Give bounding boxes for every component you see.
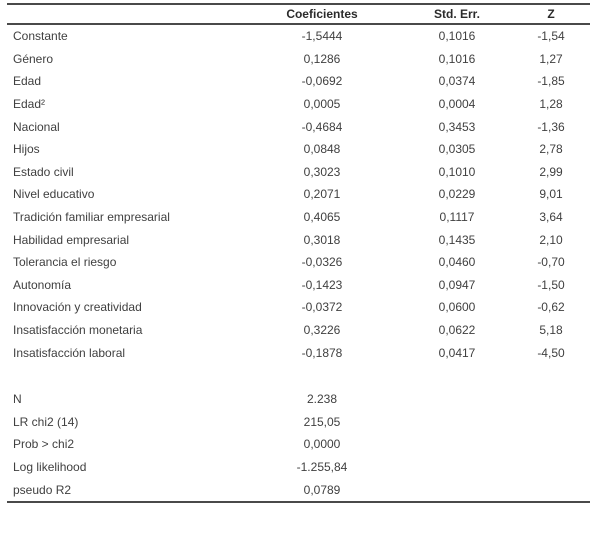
summary-value: 2.238 <box>306 392 338 407</box>
table-row <box>7 183 590 206</box>
z-value: 9,01 <box>539 187 563 202</box>
coef-value: 0,0848 <box>303 142 341 157</box>
table-row <box>7 251 590 274</box>
header-z: Z <box>547 7 555 21</box>
stderr-value: 0,0004 <box>438 97 476 112</box>
header-coeficientes: Coeficientes <box>286 7 358 21</box>
z-value: -4,50 <box>537 345 565 360</box>
row-label: Nivel educativo <box>13 187 95 202</box>
table-row <box>7 25 590 48</box>
table-row <box>7 115 590 138</box>
coef-value: -0,1878 <box>301 345 343 360</box>
summary-row <box>7 433 590 456</box>
summary-label: LR chi2 (14) <box>13 414 79 429</box>
table-header-row <box>7 5 590 23</box>
row-label: Constante <box>13 29 68 44</box>
row-label: Estado civil <box>13 164 74 179</box>
row-label: Hijos <box>13 142 40 157</box>
coef-value: 0,1286 <box>303 51 341 66</box>
z-value: -1,54 <box>537 29 565 44</box>
row-label: Tolerancia el riesgo <box>13 255 117 270</box>
stderr-value: 0,0460 <box>438 255 476 270</box>
z-value: 1,28 <box>539 97 563 112</box>
table-row <box>7 341 590 364</box>
z-value: 2,78 <box>539 142 563 157</box>
summary-value: 0,0789 <box>303 482 341 497</box>
coef-value: -0,1423 <box>301 277 343 292</box>
z-value: 5,18 <box>539 323 563 338</box>
summary-row <box>7 478 590 501</box>
stderr-value: 0,0622 <box>438 323 476 338</box>
coef-value: 0,3018 <box>303 232 341 247</box>
z-value: 3,64 <box>539 210 563 225</box>
summary-row <box>7 388 590 411</box>
stderr-value: 0,0600 <box>438 300 476 315</box>
coef-value: -0,4684 <box>301 119 343 134</box>
section-gap <box>7 364 590 388</box>
row-label: Tradición familiar empresarial <box>13 210 170 225</box>
coef-value: -0,0372 <box>301 300 343 315</box>
table-row <box>7 70 590 93</box>
row-label: Edad² <box>13 97 46 112</box>
z-value: -1,36 <box>537 119 565 134</box>
row-label: Género <box>13 51 54 66</box>
coef-value: -0,0326 <box>301 255 343 270</box>
table-body <box>7 25 590 364</box>
coef-value: 0,4065 <box>303 210 341 225</box>
coef-value: 0,3226 <box>303 323 341 338</box>
z-value: -1,50 <box>537 277 565 292</box>
summary-value: 0,0000 <box>303 437 341 452</box>
z-value: -0,62 <box>537 300 565 315</box>
stderr-value: 0,1010 <box>438 164 476 179</box>
z-value: -1,85 <box>537 74 565 89</box>
coef-value: -0,0692 <box>301 74 343 89</box>
row-label: Innovación y creatividad <box>13 300 142 315</box>
summary-label: pseudo R2 <box>13 482 72 497</box>
header-std-err: Std. Err. <box>433 7 480 21</box>
z-value: 1,27 <box>539 51 563 66</box>
stderr-value: 0,0229 <box>438 187 476 202</box>
z-value: -0,70 <box>537 255 565 270</box>
stderr-value: 0,0305 <box>438 142 476 157</box>
table-bottom-rule <box>7 501 590 503</box>
coef-value: 0,2071 <box>303 187 341 202</box>
table-row <box>7 319 590 342</box>
row-label: Autonomía <box>13 277 72 292</box>
summary-value: -1.255,84 <box>296 459 348 474</box>
stderr-value: 0,0947 <box>438 277 476 292</box>
table-row <box>7 274 590 297</box>
summary-row <box>7 456 590 479</box>
row-label: Nacional <box>13 119 60 134</box>
coef-value: 0,0005 <box>303 97 341 112</box>
stderr-value: 0,1016 <box>438 29 476 44</box>
coef-value: 0,3023 <box>303 164 341 179</box>
summary-row <box>7 411 590 434</box>
table-row <box>7 206 590 229</box>
table-row <box>7 228 590 251</box>
summary-label: N <box>13 392 22 407</box>
stderr-value: 0,0374 <box>438 74 476 89</box>
coef-value: -1,5444 <box>301 29 343 44</box>
stderr-value: 0,1117 <box>439 210 475 225</box>
z-value: 2,10 <box>539 232 563 247</box>
table-row <box>7 93 590 116</box>
table-row <box>7 161 590 184</box>
stderr-value: 0,0417 <box>438 345 476 360</box>
model-summary <box>7 388 590 501</box>
table-row <box>7 48 590 71</box>
table-row <box>7 138 590 161</box>
stderr-value: 0,1016 <box>438 51 476 66</box>
regression-table <box>7 3 590 503</box>
row-label: Habilidad empresarial <box>13 232 130 247</box>
stderr-value: 0,3453 <box>438 119 476 134</box>
row-label: Insatisfacción monetaria <box>13 323 143 338</box>
z-value: 2,99 <box>539 164 563 179</box>
row-label: Insatisfacción laboral <box>13 345 126 360</box>
row-label: Edad <box>13 74 42 89</box>
stderr-value: 0,1435 <box>438 232 476 247</box>
table-row <box>7 296 590 319</box>
summary-label: Prob > chi2 <box>13 437 75 452</box>
summary-value: 215,05 <box>303 414 341 429</box>
summary-label: Log likelihood <box>13 459 87 474</box>
